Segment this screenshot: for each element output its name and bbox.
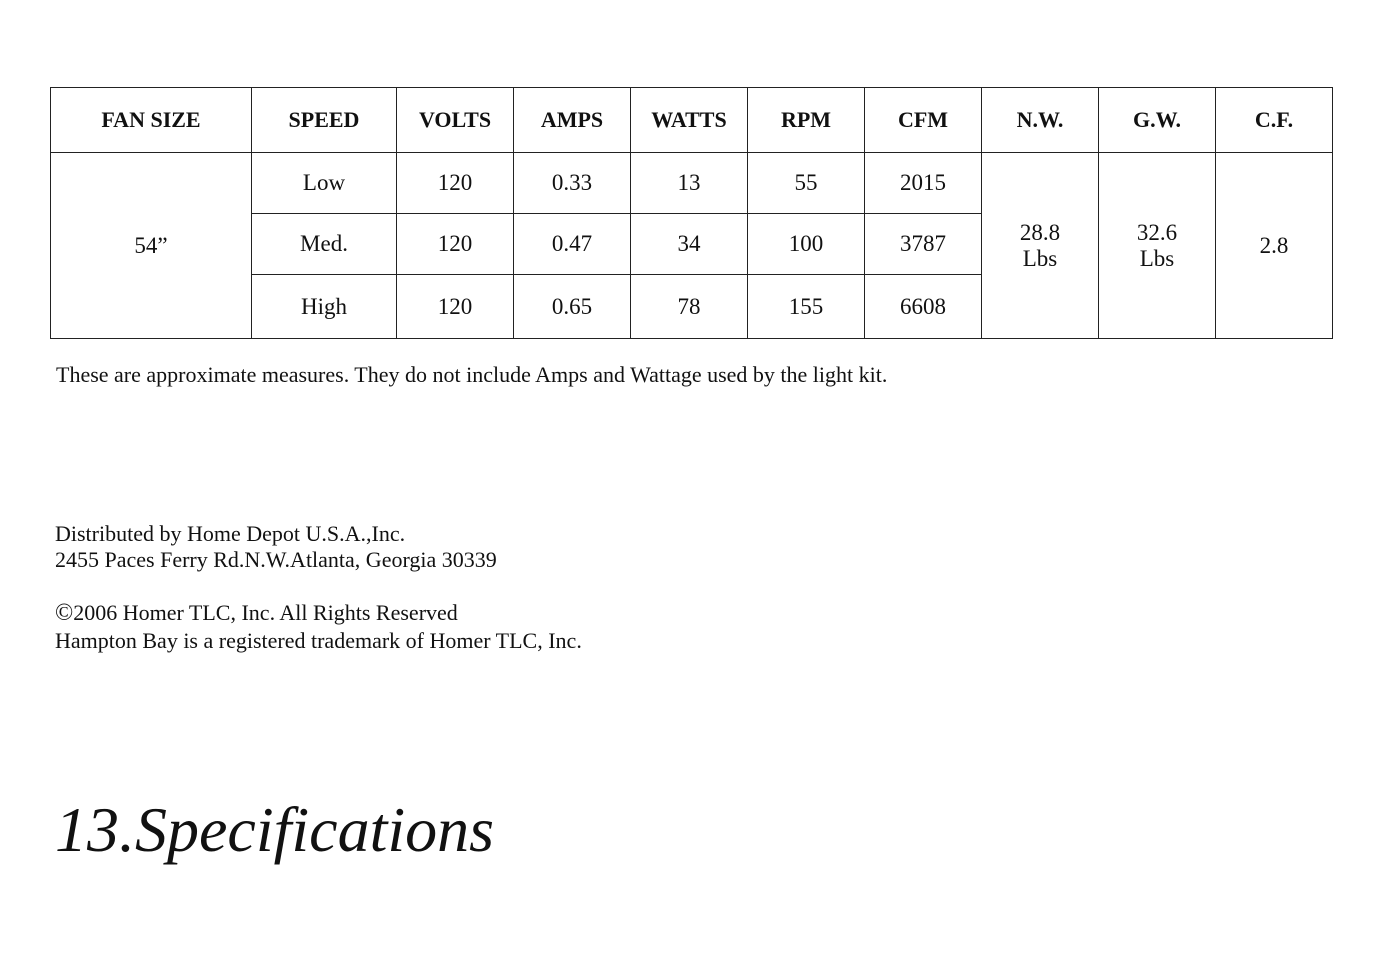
- table-row: [51, 153, 1333, 214]
- header-speed: SPEED: [252, 88, 397, 153]
- copyright-info: [55, 599, 582, 654]
- gross-weight-unit: Lbs: [1139, 245, 1175, 271]
- volts-cell: 120: [397, 153, 514, 214]
- speed-cell: Low: [252, 153, 397, 214]
- measurement-note: These are approximate measures. They do not include Amps and Wattage used by the light kit.: [56, 362, 888, 387]
- net-weight-value: 28.8: [1019, 219, 1061, 245]
- header-net-weight: N.W.: [982, 88, 1099, 153]
- section-title: 13.Specifications: [55, 794, 495, 865]
- copyright-text: 2006 Homer TLC, Inc. All Rights Reserved: [73, 600, 458, 625]
- cfm-cell: 3787: [865, 214, 982, 275]
- speed-cell: High: [252, 275, 397, 339]
- gross-weight-value: 32.6: [1136, 219, 1178, 245]
- distributor-info: [55, 521, 497, 573]
- header-volts: VOLTS: [397, 88, 514, 153]
- watts-cell: 13: [631, 153, 748, 214]
- distributor-address: 2455 Paces Ferry Rd.N.W.Atlanta, Georgia 30339: [55, 547, 497, 572]
- cfm-cell: 2015: [865, 153, 982, 214]
- trademark-line: Hampton Bay is a registered trademark of Homer TLC, Inc.: [55, 628, 582, 653]
- amps-cell: 0.65: [514, 275, 631, 339]
- speed-cell: Med.: [252, 214, 397, 275]
- net-weight-cell: [982, 153, 1099, 339]
- cubic-feet-cell: 2.8: [1216, 153, 1333, 339]
- header-fan-size: FAN SIZE: [51, 88, 252, 153]
- header-cfm: CFM: [865, 88, 982, 153]
- volts-cell: 120: [397, 275, 514, 339]
- cfm-cell: 6608: [865, 275, 982, 339]
- rpm-cell: 55: [748, 153, 865, 214]
- amps-cell: 0.33: [514, 153, 631, 214]
- header-watts: WATTS: [631, 88, 748, 153]
- copyright-symbol: ©: [55, 600, 74, 626]
- specifications-table: [50, 87, 1333, 339]
- gross-weight-cell: [1099, 153, 1216, 339]
- net-weight-unit: Lbs: [1022, 245, 1058, 271]
- distributor-name: Distributed by Home Depot U.S.A.,Inc.: [55, 521, 406, 546]
- rpm-cell: 100: [748, 214, 865, 275]
- header-rpm: RPM: [748, 88, 865, 153]
- table-header-row: [51, 88, 1333, 153]
- header-amps: AMPS: [514, 88, 631, 153]
- copyright-line: [55, 599, 582, 627]
- watts-cell: 78: [631, 275, 748, 339]
- amps-cell: 0.47: [514, 214, 631, 275]
- watts-cell: 34: [631, 214, 748, 275]
- header-cubic-feet: C.F.: [1216, 88, 1333, 153]
- fan-size-cell: 54”: [51, 153, 252, 339]
- rpm-cell: 155: [748, 275, 865, 339]
- volts-cell: 120: [397, 214, 514, 275]
- header-gross-weight: G.W.: [1099, 88, 1216, 153]
